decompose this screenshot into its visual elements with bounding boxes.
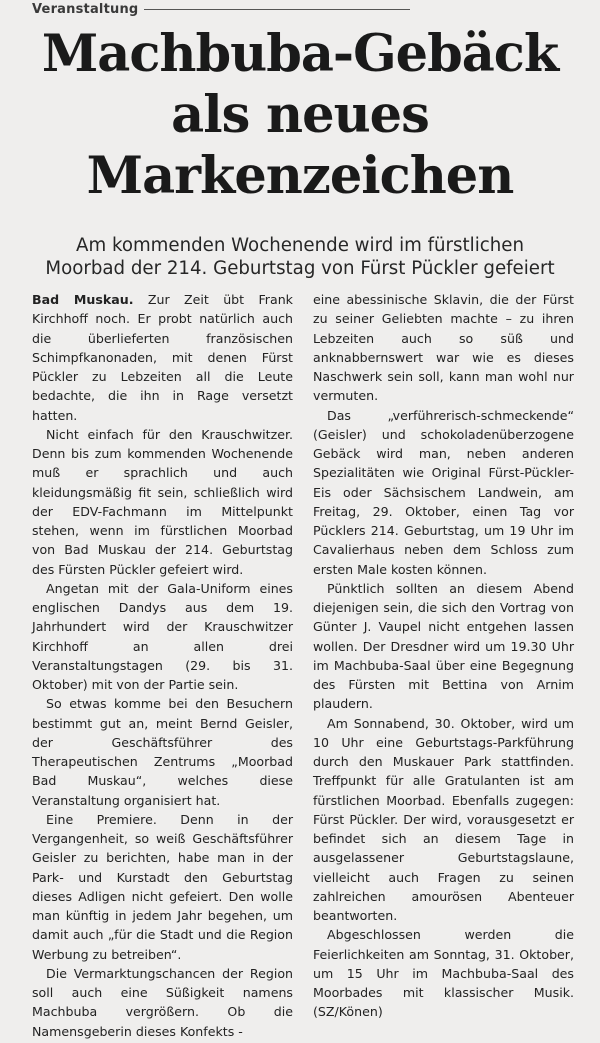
subheadline-line: Moorbad der 214. Geburtstag von Fürst Pückler gefeiert xyxy=(45,258,555,279)
article-column-right xyxy=(313,290,574,1020)
paragraph: Eine Premiere. Denn in der Vergangenheit, so weiß Geschäftsführer Geisler zu berichten, habe man in der Park- und Kurstadt den Geburtstag dieses Adligen nicht gefeiert. Den wolle man künftig in jedem Jahr begehen, um damit auch „für die Stadt und die Region Werbung zu betreiben“. xyxy=(32,811,293,962)
article-body xyxy=(32,290,574,1039)
rubric-rule xyxy=(144,9,410,10)
headline-line: Markenzeichen xyxy=(86,146,514,206)
paragraph: Am Sonnabend, 30. Oktober, wird um 10 Uhr eine Geburtstags-Parkführung durch den Muskauer Park stattfinden. Treffpunkt für alle Gratulanten ist am fürstlichen Moorbad. Ebenfalls zugegen: Fürst Pückler. Der wird, vorausgesetzt er befindet sich an diesem Tage in ausgelassener Geburtstagslaune, vielleicht auch Fragen zu seinen zahlreichen amourösen Abenteuer beantworten. xyxy=(313,715,574,923)
paragraph: Abgeschlossen werden die Feierlichkeiten am Sonntag, 31. Oktober, um 15 Uhr im Machbuba-Saal des Moorbades mit klassischer Musik. (SZ/Könen) xyxy=(313,927,574,1020)
subheadline-line: Am kommenden Wochenende wird im fürstlichen xyxy=(76,235,524,256)
headline xyxy=(20,24,580,207)
headline-line: als neues xyxy=(171,85,429,145)
headline-line: Machbuba-Gebäck xyxy=(41,24,559,84)
paragraph: Das „verführerisch-schmeckende“ (Geisler) und schokoladenüberzogene Gebäck wird man, neben anderen Spezialitäten wie Original Fürst-Pückler-Eis oder Sächsischem Landwein, am Freitag, 29. Oktober, einen Tag vor Pücklers 214. Geburtstag, um 19 Uhr im Cavalierhaus neben dem Schloss zum ersten Male kosten können. xyxy=(313,407,574,577)
article-column-left xyxy=(32,290,293,1039)
paragraph xyxy=(32,290,293,425)
paragraph: Angetan mit der Gala-Uniform eines englischen Dandys aus dem 19. Jahrhundert wird der Krauschwitzer Kirchhoff an allen drei Veranstaltungstagen (29. bis 31. Oktober) mit von der Partie sein. xyxy=(32,580,293,692)
paragraph: Nicht einfach für den Krauschwitzer. Denn bis zum kommenden Wochenende muß er sprachlich und auch kleidungsmäßig fit sein, schließlich wird der EDV-Fachmann im Mittelpunkt stehen, wenn im fürstlichen Moorbad von Bad Muskau der 214. Geburtstag des Fürsten Pückler gefeiert wird. xyxy=(32,426,293,577)
paragraph: So etwas komme bei den Besuchern bestimmt gut an, meint Bernd Geisler, der Geschäftsführer des Therapeutischen Zentrums „Moorbad Bad Muskau“, welches diese Veranstaltung organisiert hat. xyxy=(32,696,293,808)
subheadline xyxy=(20,234,580,280)
rubric-bar xyxy=(32,0,410,18)
paragraph-text: Zur Zeit übt Frank Kirchhoff noch. Er probt natürlich auch die überlieferten französischen Schimpfkanonaden, mit denen Fürst Pückler zu Lebzeiten all die Leute bedachte, die ihn in Rage versetzt hatten. xyxy=(32,292,293,423)
rubric-label: Veranstaltung xyxy=(32,1,139,17)
paragraph: Die Vermarktungschancen der Region soll auch eine Süßigkeit namens Machbuba vergrößern. Ob die Namensgeberin dieses Konfekts - xyxy=(32,965,293,1039)
paragraph: Pünktlich sollten an diesem Abend diejenigen sein, die sich den Vortrag von Günter J. Vaupel nicht entgehen lassen wollen. Der Dresdner wird um 19.30 Uhr im Machbuba-Saal über eine Begegnung des Fürsten mit Bettina von Arnim plaudern. xyxy=(313,580,574,712)
paragraph: eine abessinische Sklavin, die der Fürst zu seiner Geliebten machte – zu ihren Lebzeiten auch so süß und anknabbernswert war wie es dieses Naschwerk sein soll, kann man wohl nur vermuten. xyxy=(313,292,574,404)
dateline: Bad Muskau. xyxy=(32,292,134,307)
